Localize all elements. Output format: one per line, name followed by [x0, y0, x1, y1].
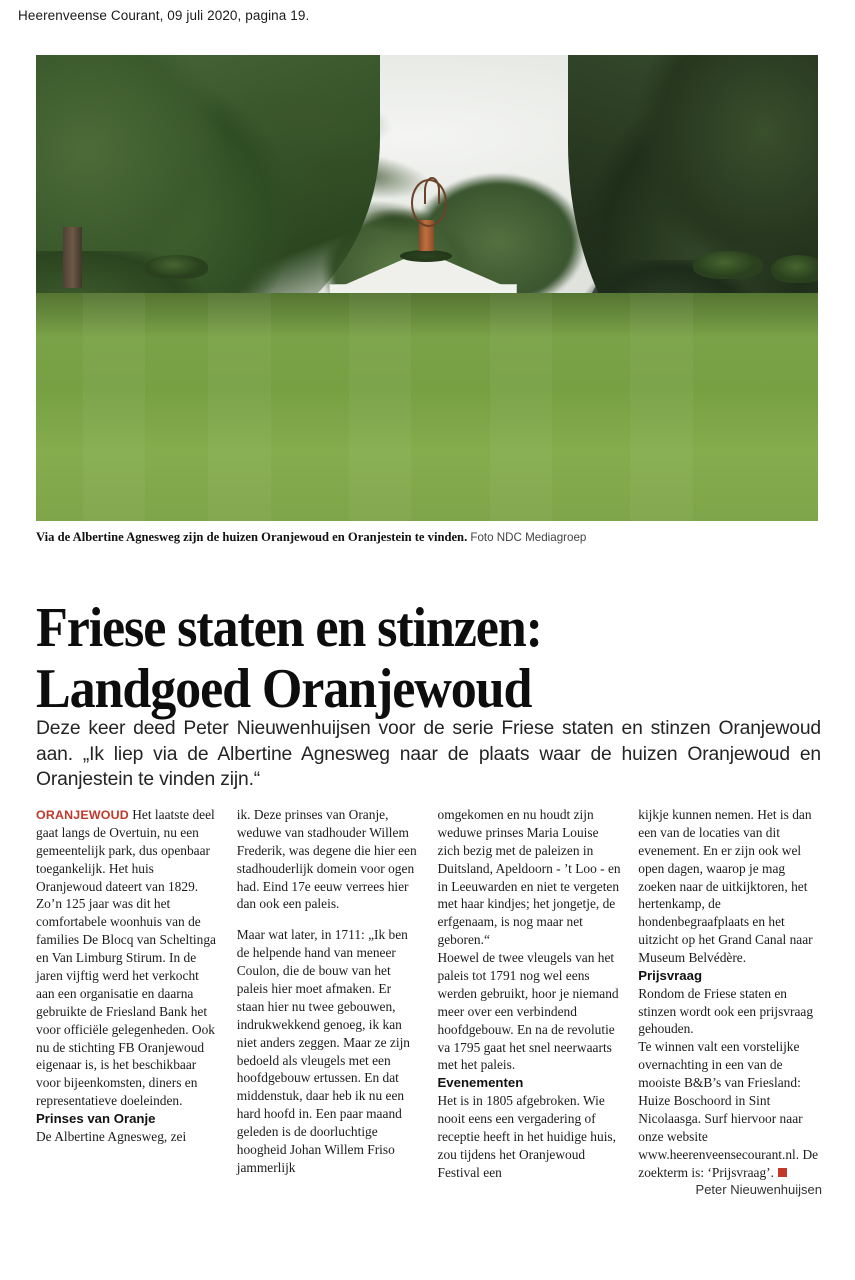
- column-1-after-subhead: De Albertine Agnesweg, zei: [36, 1128, 187, 1144]
- page-slug: Heerenveense Courant, 09 juli 2020, pagina 19.: [18, 8, 310, 23]
- shrub-right: [693, 251, 763, 279]
- column-4-after-subhead: Rondom de Friese staten en stinzen wordt ook een prijsvraag gehouden.: [638, 985, 814, 1037]
- photo-illustration: [36, 55, 818, 521]
- article-column-2: [237, 806, 421, 1246]
- column-4-paragraph-1: kijkje kunnen nemen. Het is dan een van de locaties van dit evenement. En er zijn ook wel open dagen, waarop je mag zoeken naar de uitkijktoren, het hertenkamp, de hondenbegraafplaats en het uitzicht op het Grand Canal naar Museum Belvédère.: [638, 807, 813, 966]
- article-column-1: [36, 806, 220, 1246]
- column-4-final-paragraph: [638, 1038, 822, 1181]
- shrub-left: [145, 255, 208, 278]
- subhead-prinses-van-oranje: Prinses van Oranje: [36, 1111, 156, 1127]
- headline-line-1: Friese staten en stinzen:: [36, 596, 542, 659]
- photo-credit: Foto NDC Mediagroep: [470, 531, 587, 544]
- sculpture-arc: [424, 177, 441, 205]
- article-column-3: [438, 806, 622, 1246]
- tree-trunk: [63, 227, 82, 288]
- column-1-lead: [36, 806, 220, 895]
- caption-text: Via de Albertine Agnesweg zijn de huizen Oranjewoud en Oranjestein te vinden.: [36, 530, 468, 544]
- column-2-paragraph-1: ik. Deze prinses van Oranje, weduwe van stadhouder Willem Frederik, was degene die hier een stadhouderlijk domein voor ogen had. Eind 17e eeuw verrees hier dan ook een paleis.: [236, 807, 417, 912]
- article-column-4: [638, 806, 822, 1246]
- standfirst: Deze keer deed Peter Nieuwenhuijsen voor de serie Friese staten en stinzen Oranjewoud aan. „Ik liep via de Albertine Agnesweg naar de plaats waar de huizen Oranjewoud en Oranjestein te vinden zijn.“: [36, 718, 821, 791]
- column-3-paragraph-2: Hoewel de twee vleugels van het paleis tot 1791 nog wel eens werden gebruikt, hoor je niemand meer over een verbindend hoofdgebouw. En na de revolutie va 1795 gaat het snel neerwaarts met het paleis.: [437, 950, 619, 1073]
- lawn: [36, 293, 818, 521]
- subhead-evenementen: Evenementen: [437, 1075, 524, 1091]
- dateline-kicker: ORANJEWOUD: [36, 808, 129, 822]
- column-4-final-text: Te winnen valt een vorstelijke overnachting in een van de mooiste B&B’s van Friesland: Huize Boschoord in Sint Nicolaasga. Surf hiervoor naar onze website www.heerenveensecourant.nl. De zoekterm is: ‘Prijsvraag’.: [638, 1039, 819, 1180]
- column-1-paragraph-1: Het laatste deel gaat langs de Overtuin, nu een gemeentelijk park, dus openbaar toegankelijk. Het huis Oranjewoud dateert van 1829.: [36, 807, 215, 894]
- headline-line-2: Landgoed Oranjewoud: [36, 657, 532, 720]
- subhead-prijsvraag: Prijsvraag: [638, 968, 703, 984]
- end-of-article-mark: [778, 1168, 787, 1177]
- column-3-paragraph-1: omgekomen en nu houdt zijn weduwe prinses Maria Louise zich bezig met de paleizen in Duitsland, Apeldoorn - ’t Loo - en in Leeuwarden en niet te vergeten met haar kindjes; het jongetje, de erfgenaam, is nog maar net geboren.“: [437, 807, 621, 948]
- author-byline: Peter Nieuwenhuijsen: [695, 1182, 822, 1198]
- page-title: [36, 598, 771, 720]
- article-photo: [36, 55, 818, 521]
- photo-caption: [36, 530, 826, 545]
- column-2-paragraph-2: Maar wat later, in 1711: „Ik ben de helpende hand van meneer Coulon, die de bouw van het paleis hier moet afmaken. Er staan hier nu twee gebouwen, indrukwekkend genoeg, ik kan niet anders zeggen. Maar ze zijn bedoeld als vleugels met een hoofdgebouw ertussen. En dat middenstuk, daar heb ik nu een hard hoofd in. Een paar maand geleden is de doorluchtige hoogheid Johan Willem Friso jammerlijk: [236, 927, 410, 1175]
- column-1-paragraph-2: Zo’n 125 jaar was dit het comfortabele woonhuis van de families De Blocq van Scheltinga en Van Limburg Stirum. In de jaren vijftig werd het verkocht aan een organisatie en daarna gebruikte de Friesland Bank het voor officiële gelegenheden. Ook nu de stichting FB Oranjewoud eigenaar is, is het beschikbaar voor bijeenkomsten, diners en representatieve doeleinden.: [36, 896, 216, 1109]
- shrub-far-right: [771, 255, 818, 283]
- column-3-after-subhead: Het is in 1805 afgebroken. Wie nooit eens een vergadering of receptie heeft in het huidige huis, zou tijdens het Oranjewoud Festival een: [437, 1092, 616, 1180]
- article-columns: [36, 806, 822, 1246]
